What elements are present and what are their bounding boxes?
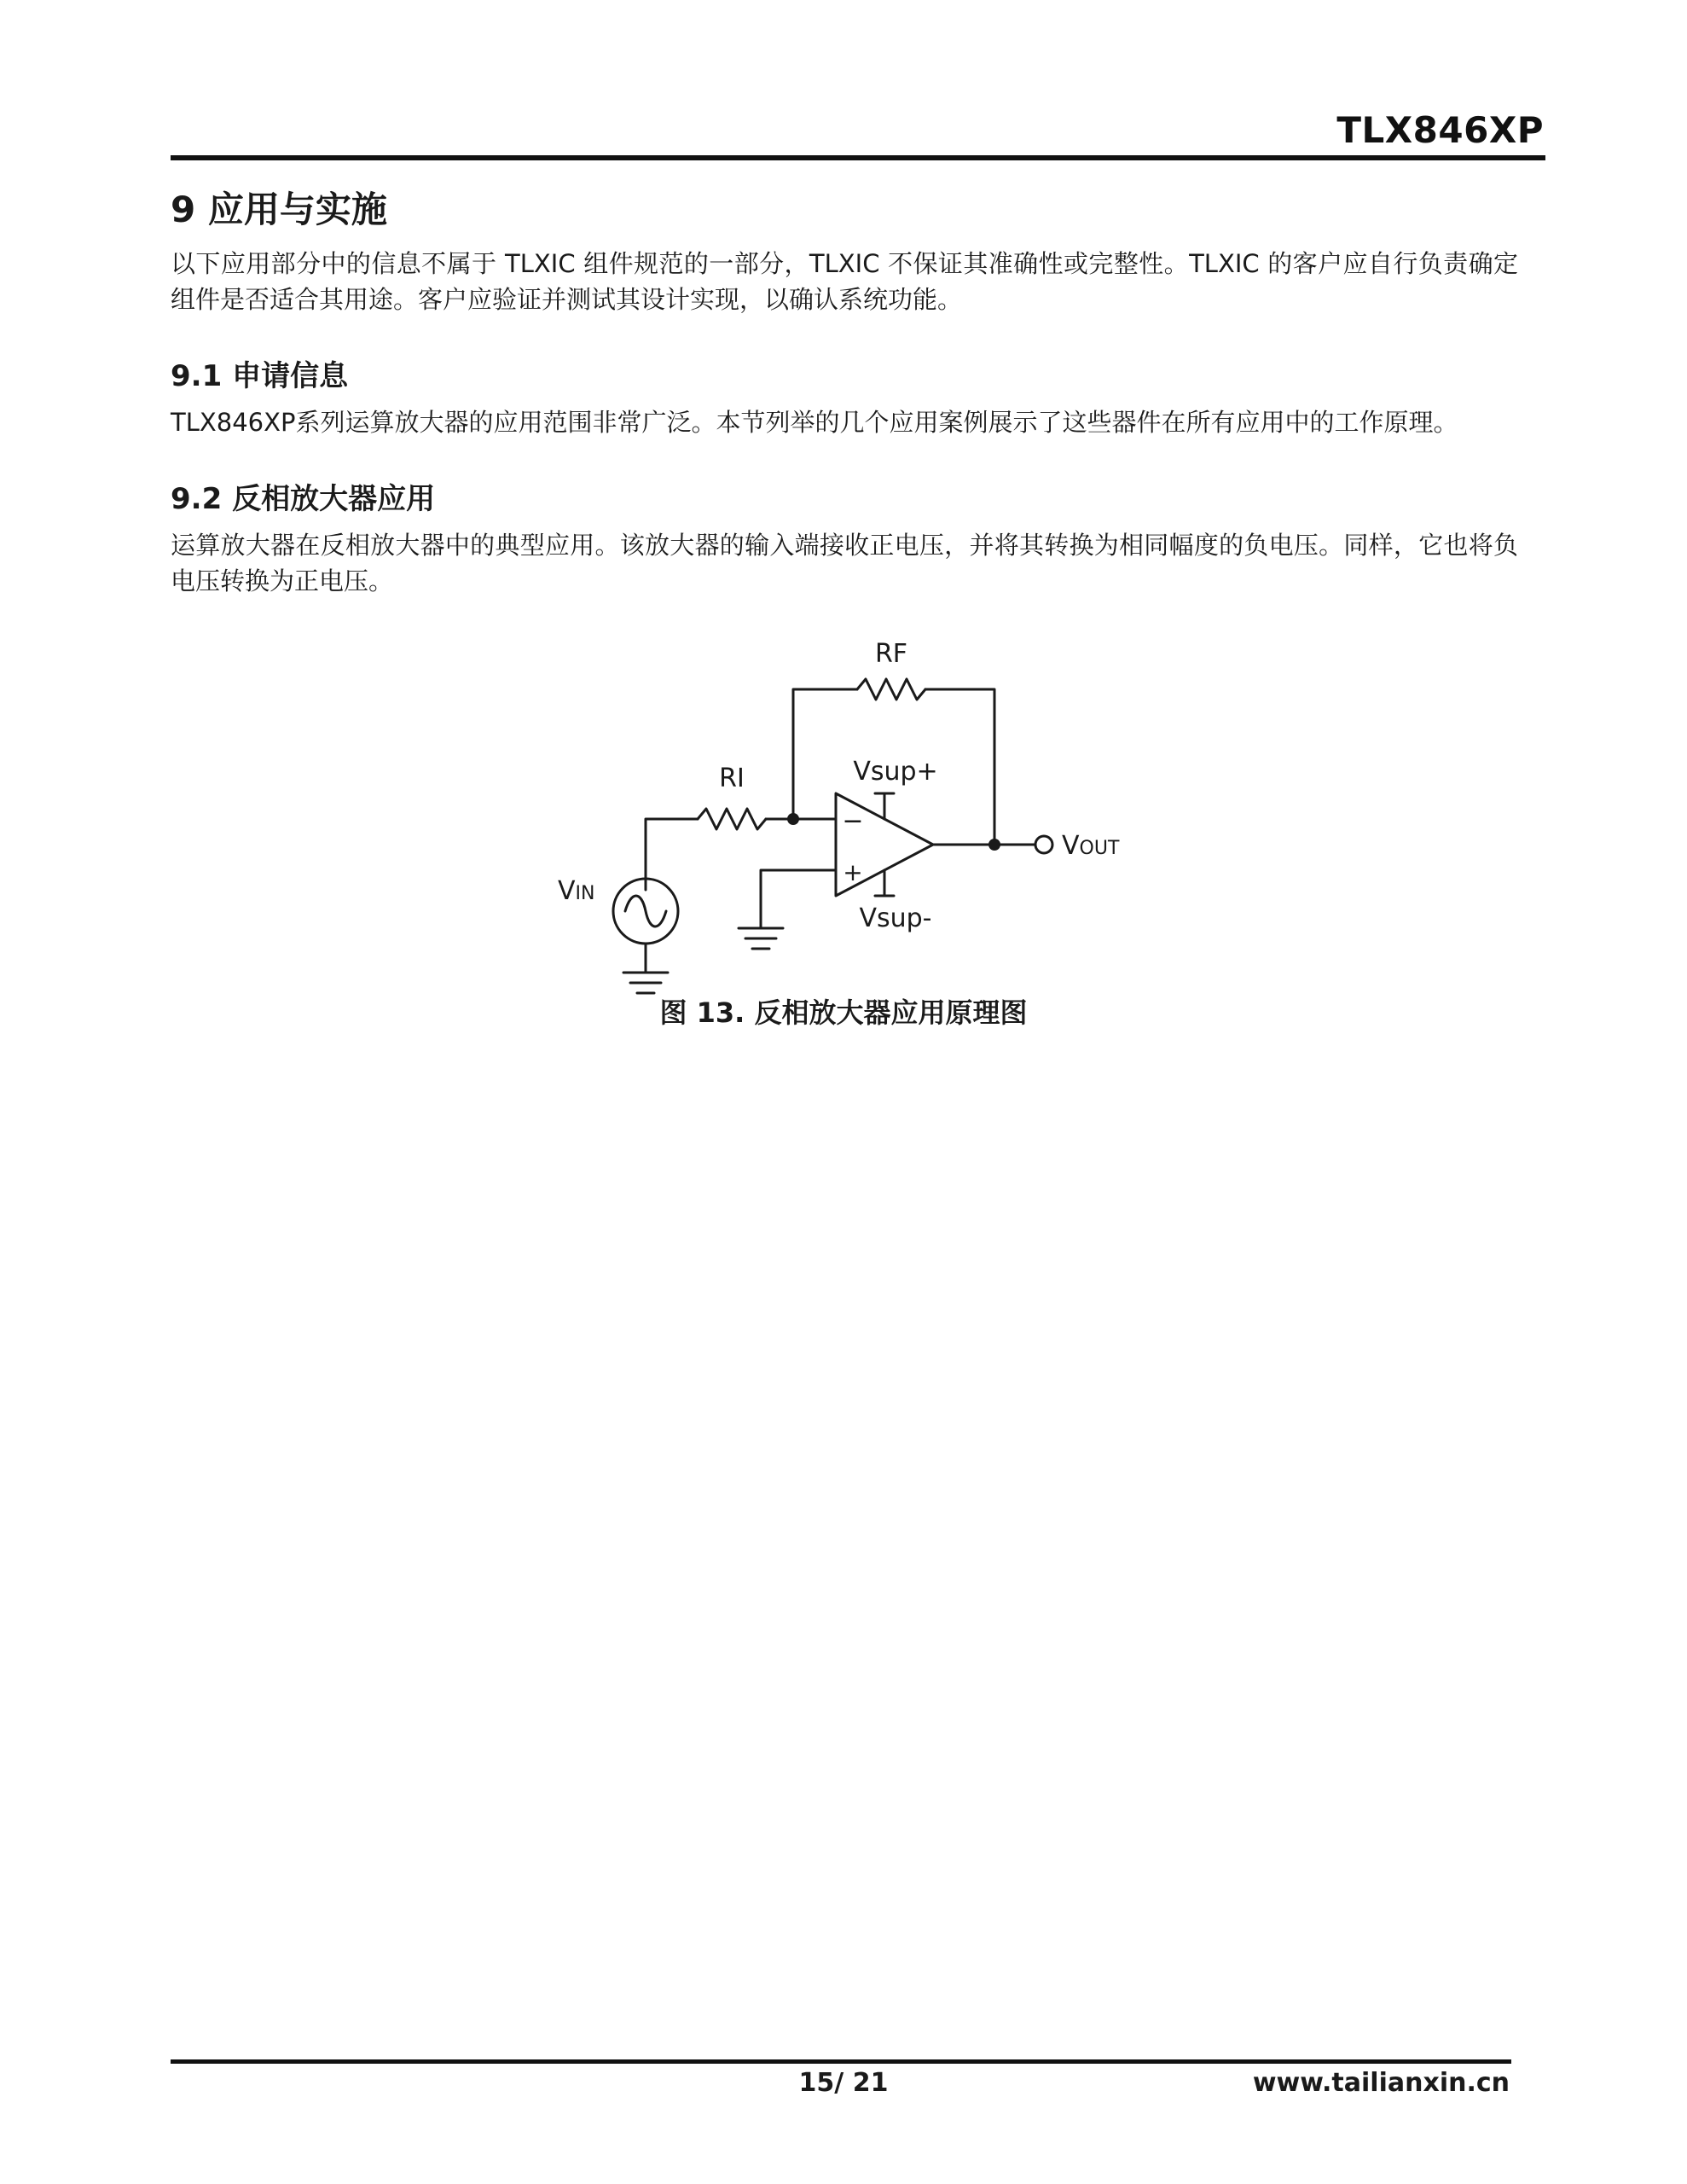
subsection-paragraph-application-info: TLX846XP系列运算放大器的应用范围非常广泛。本节列举的几个应用案例展示了这些器件在所有应用中的工作原理。 [171, 408, 1458, 437]
subsection-title-inverting-amplifier: 9.2 反相放大器应用 [171, 482, 436, 516]
vin-label-sub: IN [575, 883, 595, 904]
junction-dot-input [787, 813, 799, 825]
ground-symbol-plus [739, 928, 783, 949]
vsup-neg-label: Vsup- [859, 903, 932, 933]
footer-website-link[interactable]: www.tailianxin.cn [1252, 2068, 1510, 2098]
vout-label-sub: OUT [1079, 838, 1120, 859]
ground-symbol-source [623, 973, 668, 993]
ri-label: RI [719, 764, 745, 793]
section-paragraph: 以下应用部分中的信息不属于 TLXIC 组件规范的一部分，TLXIC 不保证其准确性或完整性。TLXIC 的客户应自行负责确定组件是否适合其用途。客户应验证并测试其设计实现，以确认系统功能。 [171, 249, 1518, 314]
output-terminal [1035, 836, 1052, 853]
inverting-amplifier-schematic [546, 638, 1160, 1005]
subsection-title-application-info: 9.1 申请信息 [171, 359, 349, 393]
rf-label: RF [874, 639, 908, 669]
sine-wave [625, 896, 666, 926]
ri-resistor [698, 809, 766, 829]
page-content [171, 186, 1518, 599]
footer-rule [171, 2059, 1511, 2064]
page-number: 15/ 21 [798, 2068, 889, 2098]
plus-input-label: + [843, 858, 863, 886]
vout-label-main: V [1062, 831, 1080, 861]
document-model-header: TLX846XP [1336, 109, 1544, 151]
header-rule [171, 155, 1545, 160]
rf-resistor [857, 679, 925, 700]
subsection-paragraph-inverting-amplifier: 运算放大器在反相放大器中的典型应用。该放大器的输入端接收正电压，并将其转换为相同幅度的负电压。同样，它也将负电压转换为正电压。 [171, 531, 1518, 595]
section-title: 9 应用与实施 [171, 189, 387, 230]
vin-label-main: V [558, 876, 576, 906]
noninverting-wire [761, 870, 836, 928]
junction-dot-output [988, 839, 1000, 851]
vout-label [1062, 831, 1120, 861]
figure-caption: 图 13. 反相放大器应用原理图 [659, 996, 1028, 1029]
minus-input-label: − [842, 806, 864, 836]
vin-label [558, 876, 594, 906]
vsup-pos-label: Vsup+ [853, 757, 938, 787]
